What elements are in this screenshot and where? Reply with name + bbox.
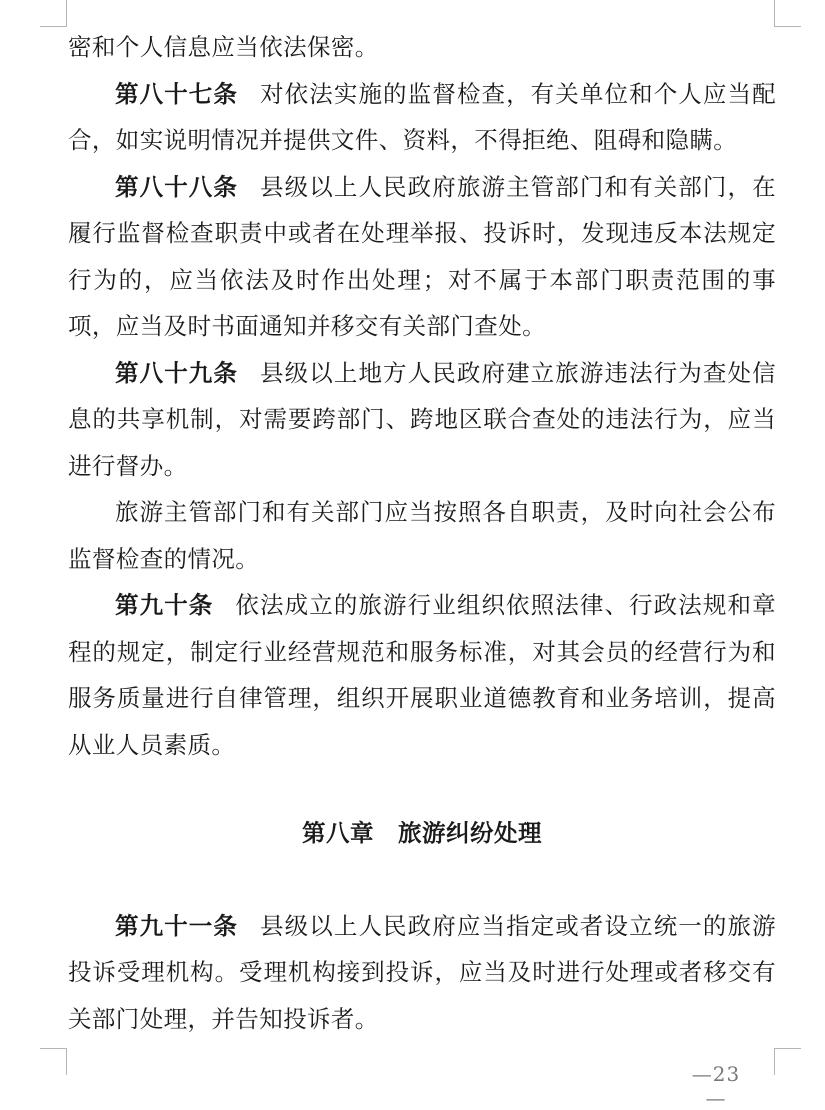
article-paragraph — [68, 489, 776, 582]
body-text — [68, 24, 776, 1042]
articles-before-chapter — [68, 24, 776, 768]
article-text: 密和个人信息应当依法保密。 — [68, 33, 379, 61]
article-title: 第九十条 — [115, 591, 214, 619]
crop-mark-top-right — [774, 0, 801, 27]
article-text: 县级以上人民政府应当指定或者设立统一的旅游投诉受理机构。受理机构接到投诉，应当及时进行处理或者移交有关部门处理，并告知投诉者。 — [68, 911, 777, 1033]
crop-mark-bottom-right — [774, 1048, 801, 1075]
article-paragraph — [68, 350, 776, 490]
article-paragraph — [68, 24, 776, 71]
chapter-heading: 第八章 旅游纠纷处理 — [302, 819, 542, 847]
article-title: 第八十七条 — [115, 79, 239, 108]
article-paragraph — [68, 582, 776, 768]
article-paragraph — [68, 71, 776, 164]
article-text: 县级以上地方人民政府建立旅游违法行为查处信息的共享机制，对需要跨部门、跨地区联合查处的违法行为，应当进行督办。 — [68, 358, 777, 480]
article-text: 依法成立的旅游行业组织依照法律、行政法规和章程的规定，制定行业经营规范和服务标准，对其会员的经营行为和服务质量进行自律管理，组织开展职业道德教育和业务培训，提高从业人员素质。 — [68, 591, 776, 759]
article-text: 对依法实施的监督检查，有关单位和个人应当配合，如实说明情况并提供文件、资料，不得拒绝、阻碍和隐瞒。 — [68, 79, 777, 154]
article-title: 第八十九条 — [115, 358, 239, 387]
articles-after-chapter — [68, 903, 776, 1043]
article-text: 旅游主管部门和有关部门应当按照各自职责，及时向社会公布监督检查的情况。 — [68, 498, 776, 573]
article-title: 第九十一条 — [115, 911, 239, 940]
article-paragraph — [68, 164, 776, 350]
article-title: 第八十八条 — [115, 172, 239, 201]
page-number: —23— — [691, 1062, 741, 1110]
article-text: 县级以上人民政府旅游主管部门和有关部门，在履行监督检查职责中或者在处理举报、投诉时，发现违反本法规定行为的，应当依法及时作出处理；对不属于本部门职责范围的事项，应当及时书面通知并移交有关部门查处。 — [68, 172, 777, 340]
article-paragraph — [68, 903, 776, 1043]
crop-mark-top-left — [40, 0, 67, 27]
crop-mark-bottom-left — [40, 1048, 67, 1075]
